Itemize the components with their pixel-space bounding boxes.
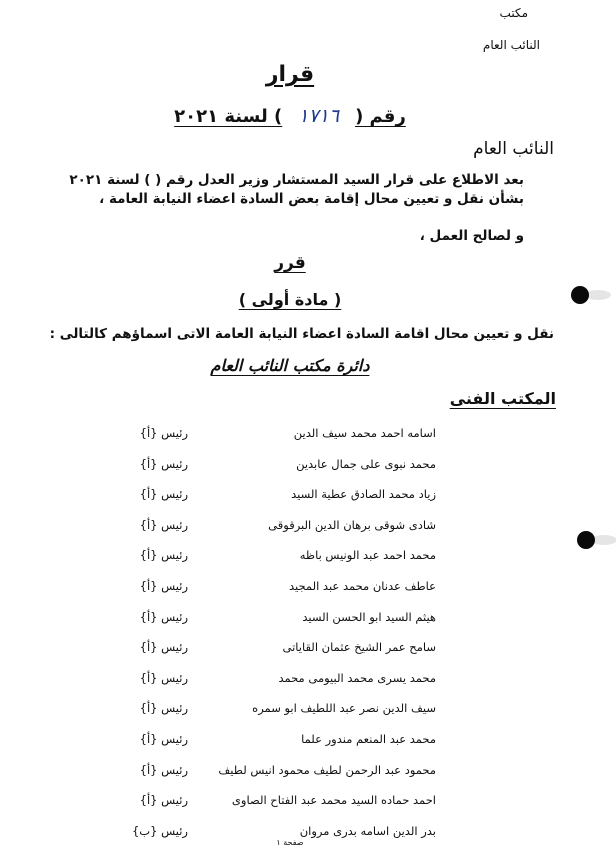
member-name: محمد يسرى محمد البيومى محمد — [278, 670, 436, 685]
preamble-line-2: بشأن نقل و تعيين محال إقامة بعض السادة اعضاء النيابة العامة ، — [99, 191, 524, 207]
office-label: مكتب — [499, 6, 528, 20]
punch-hole-lower — [577, 531, 595, 549]
preamble-line-1: بعد الاطلاع على قرار السيد المستشار وزير العدل رقم ( ) لسنة ٢٠٢١ — [69, 172, 524, 188]
article-one-text: نقل و تعيين محال اقامة السادة اعضاء النيابة العامة الاتى اسماؤهم كالتالى : — [49, 326, 554, 342]
member-name: سيف الدين نصر عبد اللطيف ابو سمره — [252, 701, 436, 716]
member-name: محمد احمد عبد الونيس باظه — [299, 548, 436, 563]
article-one-heading: ( مادة أولى ) — [238, 290, 342, 309]
member-rank: رئيس {ب} — [131, 823, 188, 838]
attorney-general-label: النائب العام — [482, 38, 540, 52]
member-name: هيثم السيد ابو الحسن السيد — [302, 609, 436, 624]
member-name: عاطف عدنان محمد عبد المجيد — [288, 579, 436, 593]
member-rank: رئيس {أ} — [139, 640, 188, 655]
member-name: شادى شوقى برهان الدين البرقوقى — [268, 517, 436, 532]
member-rank: رئيس {أ} — [139, 487, 188, 502]
member-name: اسامه احمد محمد سيف الدين — [293, 426, 436, 440]
member-name: احمد حماده السيد محمد عبد الفتاح الصاوى — [231, 793, 436, 808]
member-rank: رئيس {أ} — [139, 732, 188, 746]
member-name: محمد نبوى على جمال عابدين — [296, 456, 436, 471]
member-name: زياد محمد الصادق عطية السيد — [291, 487, 436, 502]
decision-number-line — [0, 105, 580, 127]
member-rank: رئيس {أ} — [139, 579, 188, 593]
decision-number-handwritten: ١٧١٦ — [298, 105, 340, 127]
member-rank: رئيس {أ} — [139, 762, 188, 777]
member-rank: رئيس {أ} — [139, 701, 188, 716]
issuer-heading: النائب العام — [473, 139, 554, 159]
member-rank: رئيس {أ} — [139, 670, 188, 685]
member-rank: رئيس {أ} — [139, 548, 188, 563]
circuit-heading: دائرة مكتب النائب العام — [210, 356, 370, 375]
member-name: محمد عبد المنعم مندور علما — [301, 732, 436, 746]
member-rank: رئيس {أ} — [139, 426, 188, 440]
member-rank: رئيس {أ} — [139, 793, 188, 808]
member-name: سامح عمر الشيخ عثمان القاياتى — [282, 640, 436, 655]
decision-number-prefix: رقم ( — [355, 106, 406, 127]
decision-title: قرار — [265, 62, 315, 87]
punch-hole-upper — [571, 286, 589, 304]
preamble-work-interest: و لصالح العمل ، — [419, 228, 524, 244]
decides-heading: قرر — [274, 253, 306, 273]
page-number: صفحة ١ — [276, 838, 304, 847]
decision-number-suffix: ) لسنة ٢٠٢١ — [174, 106, 283, 127]
technical-office-heading: المكتب الفنى — [449, 389, 556, 408]
member-name: محمود عبد الرحمن لطيف محمود انيس لطيف — [218, 762, 436, 777]
member-rank: رئيس {أ} — [139, 517, 188, 532]
member-name: بدر الدين اسامه بدرى مروان — [299, 823, 436, 838]
member-rank: رئيس {أ} — [139, 456, 188, 471]
member-rank: رئيس {أ} — [139, 609, 188, 624]
